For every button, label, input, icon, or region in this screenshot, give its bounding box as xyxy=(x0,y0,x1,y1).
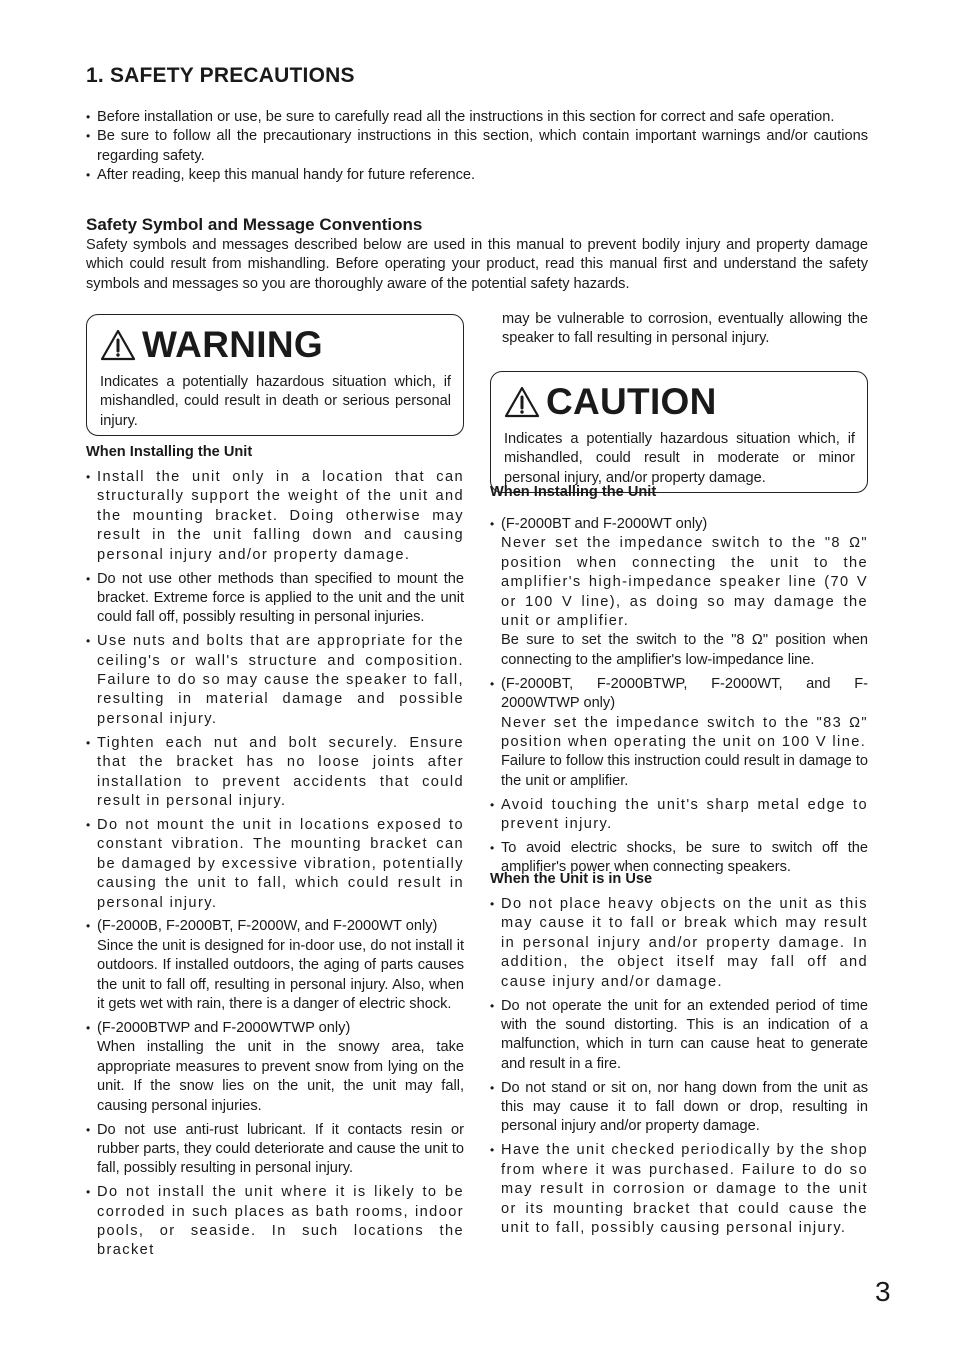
list-item-line: Be sure to set the switch to the "8 Ω" position when connecting to the amplifier's low-impedance line. xyxy=(501,632,868,668)
list-item-line: Failure to follow this instruction could result in damage to the unit or amplifier. xyxy=(501,753,868,789)
warning-box xyxy=(86,314,464,436)
list-item xyxy=(86,816,464,913)
list-item-line: • Tighten each nut and bolt securely. Ensure that the bracket has no loose joints after installation to prevent accidents that could result in personal injury. xyxy=(97,734,464,809)
list-item xyxy=(490,515,868,670)
list-item xyxy=(86,917,464,1014)
list-item-line: • To avoid electric shocks, be sure to switch off the amplifier's power when connecting speakers. xyxy=(501,840,868,876)
list-item-line: Never set the impedance switch to the "8 Ω" position when connecting the unit to the amplifier's high-impedance speaker line (70 V or 100 V line), as doing so may damage the unit or amplifier. xyxy=(501,535,868,630)
list-item: • After reading, keep this manual handy for future reference. xyxy=(86,166,868,185)
list-item: • Be sure to follow all the precautionary instructions in this section, which contain important warnings and/or cautions regarding safety. xyxy=(86,127,868,166)
list-item-line: • Do not stand or sit on, nor hang down from the unit as this may cause it to fall down or drop, resulting in personal injury and/or property damage. xyxy=(501,1079,868,1135)
list-item xyxy=(490,796,868,835)
right-install-list xyxy=(490,515,868,882)
continuation-text: may be vulnerable to corrosion, eventually allowing the speaker to fall resulting in personal injury. xyxy=(502,311,868,347)
list-item-line: • (F-2000B, F-2000BT, F-2000W, and F-2000WT only) xyxy=(97,918,438,935)
list-item-line: • (F-2000BTWP and F-2000WTWP only) xyxy=(97,1019,351,1036)
list-item-line: When installing the unit in the snowy area, take appropriate measures to prevent snow from lying on the unit. If the snow lies on the unit, the unit may fall, causing personal injuries. xyxy=(97,1039,464,1114)
list-item xyxy=(86,734,464,812)
list-item: • Before installation or use, be sure to carefully read all the instructions in this section for correct and safe operation. xyxy=(86,108,868,127)
list-item-line: • Do not install the unit where it is likely to be corroded in such places as bath rooms, indoor pools, or seaside. In such locations the bracket xyxy=(97,1184,464,1259)
list-item xyxy=(86,468,464,565)
list-item-line: • (F-2000BT and F-2000WT only) xyxy=(501,516,708,532)
list-item-line: • Do not mount the unit in locations exposed to constant vibration. The mounting bracket can be damaged by excessive vibration, potentially causing the unit to fall, which could result in personal injury. xyxy=(97,816,464,911)
list-item-line: • (F-2000BT, F-2000BTWP, F-2000WT, and F-2000WTWP only) xyxy=(501,675,868,712)
list-item-line: • Install the unit only in a location that can structurally support the weight of the unit and the mounting bracket. Doing otherwise may result in the unit falling down and causing personal injury and/or property damage. xyxy=(97,469,464,563)
list-item xyxy=(490,1141,868,1238)
section-title: Safety Symbol and Message Conventions xyxy=(86,215,423,234)
list-item xyxy=(490,675,868,791)
list-item-line: Never set the impedance switch to the "83 Ω" position when operating the unit on 100 V line. xyxy=(501,714,868,750)
warning-text: Indicates a potentially hazardous situation which, if mishandled, could result in death or serious personal injury. xyxy=(100,374,451,429)
caution-text: Indicates a potentially hazardous situation which, if mishandled, could result in moderate or minor personal injury, and/or property damage. xyxy=(504,431,855,486)
list-item-line: • Do not place heavy objects on the unit as this may cause it to fall or break which may result in personal injury and/or property damage. In addition, the object itself may fall off and cause injury and/or damage. xyxy=(501,896,868,990)
warning-triangle-icon xyxy=(504,386,540,418)
in-use-heading: When the Unit is in Use xyxy=(490,871,653,887)
page-title: 1. SAFETY PRECAUTIONS xyxy=(86,64,355,87)
in-use-list xyxy=(490,895,868,1243)
list-item-line: • Avoid touching the unit's sharp metal edge to prevent injury. xyxy=(501,796,868,833)
page-number: 3 xyxy=(875,1276,891,1307)
list-item xyxy=(86,570,464,628)
warning-triangle-icon xyxy=(100,329,136,361)
right-install-heading: When Installing the Unit xyxy=(490,484,657,500)
list-item xyxy=(490,895,868,992)
list-item-line: Since the unit is designed for in-door use, do not install it outdoors. If installed outdoors, the aging of parts causes the unit to fall off, resulting in personal injury. Also, when it gets wet with rain, there is a danger of electric shock. xyxy=(97,937,464,1013)
left-install-list xyxy=(86,468,464,1265)
warning-header xyxy=(100,323,451,367)
list-item xyxy=(490,1079,868,1137)
warning-label: WARNING xyxy=(142,324,323,365)
list-item xyxy=(86,1019,464,1116)
list-item-line: • Use nuts and bolts that are appropriate for the ceiling's or wall's structure and composition. Failure to do so may cause the speaker to fall, resulting in material damage and possible personal injury. xyxy=(97,633,464,727)
caution-header xyxy=(504,380,855,424)
list-item-line: • Have the unit checked periodically by the shop from where it was purchased. Failure to do so may result in corrosion or damage to the unit or its mounting bracket that could cause the unit to fall, possibly causing personal injury. xyxy=(501,1142,868,1236)
list-item-line: • Do not use other methods than specified to mount the bracket. Extreme force is applied to the unit and the unit could fall off, possibly resulting in personal injuries. xyxy=(97,570,464,626)
list-item-line: • Do not operate the unit for an extended period of time with the sound distorting. This is an indication of a malfunction, which in turn can cause heat to generate and result in a fire. xyxy=(501,997,868,1072)
list-item xyxy=(86,1121,464,1179)
caution-box xyxy=(490,371,868,493)
list-item xyxy=(86,632,464,729)
section-text: Safety symbols and messages described below are used in this manual to prevent bodily injury and property damage which could result from mishandling. Before operating your product, read this manual first and understand the safety symbols and messages so you are thoroughly aware of the potential safety hazards. xyxy=(86,237,868,292)
list-item xyxy=(86,1183,464,1261)
left-install-heading: When Installing the Unit xyxy=(86,444,253,460)
list-item xyxy=(490,997,868,1075)
caution-label: CAUTION xyxy=(546,381,717,422)
list-item-line: • Do not use anti-rust lubricant. If it contacts resin or rubber parts, they could deteriorate and cause the unit to fall, possibly resulting in personal injury. xyxy=(97,1121,464,1177)
intro-list xyxy=(86,108,868,186)
